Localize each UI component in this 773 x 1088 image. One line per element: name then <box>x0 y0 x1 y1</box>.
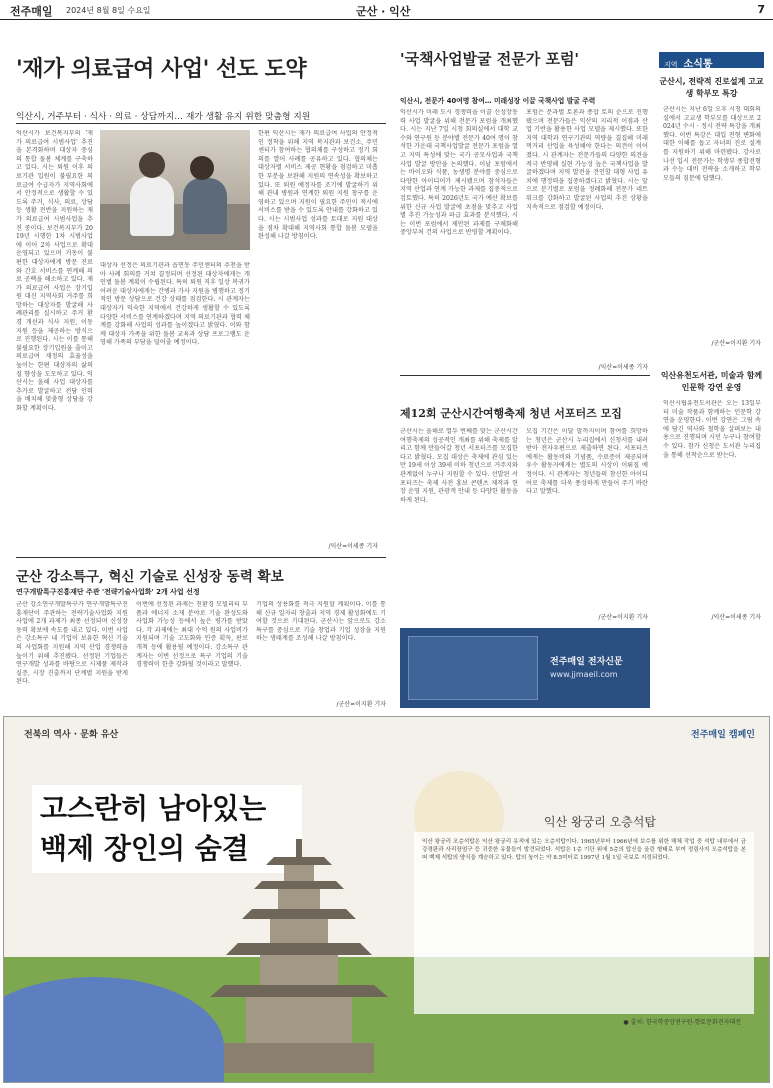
main-subheadline: 익산시, 거주부터 · 식사 · 의료 · 상담까지… 재가 생활 유지 위한 맞춤형 지원 <box>16 112 311 122</box>
brief1-title: 군산시, 전략적 진로설계 고교생 학부모 특강 <box>659 77 764 98</box>
kunsan-byline: /군산=이지환 기자 <box>336 701 386 708</box>
festival-col2: 모집 기간은 이달 말까지이며 참여를 희망하는 청년은 군산시 누리집에서 신청서를 내려받아 전자우편으로 제출하면 된다. 서포터즈에게는 활동비와 기념품, 수료증이 제공되며 우수 활동자에게는 별도의 시상이 이뤄질 예정이다. 시 관계자는 청년들의 참신한 아이디어로 축제를 더욱 풍성하게 만들어 주기 바란다고 말했다. <box>526 428 648 496</box>
pagoda-illustration <box>204 837 394 1073</box>
ad-source: ● 출처: 한국학중앙연구원-향토문화전자대전 <box>623 1019 741 1026</box>
divider <box>16 123 386 124</box>
kunsan-col1: 군산 강소연구개발특구가 연구개발특구진흥재단이 주관하는 전략기술사업화 지원사업에 2개 과제가 최종 선정되며 신성장 동력 확보에 속도를 내고 있다. 이번 사업은 강소특구 내 기업이 보유한 혁신 기술의 사업화를 지원해 지역 산업 경쟁력을 높이기 위해 추진됐다. 선정된 기업들은 연구개발 성과를 바탕으로 시제품 제작과 실증, 시장 진출까지 단계별 지원을 받게 된다. <box>16 601 128 686</box>
festival-byline: /군산=이지환 기자 <box>598 614 648 621</box>
divider <box>400 375 650 376</box>
sidebar-label-big: 소식통 <box>683 59 713 70</box>
kunsan-headline: 군산 강소특구, 혁신 기술로 신성장 동력 확보 <box>16 569 284 585</box>
kunsan-subheadline: 연구개발특구진흥재단 주관 '전략기술사업화' 2개 사업 선정 <box>16 588 200 596</box>
e-paper-thumbnail <box>408 636 538 700</box>
ad-body-panel <box>414 832 754 1014</box>
main-byline: /익산=이세종 기자 <box>328 543 378 550</box>
kunsan-col2: 이번에 선정된 과제는 친환경 모빌리티 부품과 에너지 소재 분야로 기술 완성도와 사업화 가능성 등에서 높은 평가를 받았다. 각 과제에는 최대 수억 원의 사업비가 지원되며 기술 고도화와 인증 획득, 판로 개척 등에 활용될 예정이다. 강소특구 관계자는 이번 선정으로 특구 기업의 기술 경쟁력이 한층 강화될 것이라고 말했다. <box>136 601 248 669</box>
divider <box>16 557 386 558</box>
section-name: 군산 · 익산 <box>356 5 411 18</box>
e-paper-banner[interactable] <box>400 628 650 708</box>
heritage-ad <box>3 716 770 1083</box>
forum-subheadline: 익산시, 전문가 40여명 참여… 미래성장 이끌 국책사업 발굴 주력 <box>400 97 596 105</box>
festival-col1: 군산시는 올해로 열두 번째를 맞는 군산시간여행축제의 성공적인 개최를 위해 축제를 알리고 함께 만들어갈 청년 서포터즈를 모집한다고 밝혔다. 모집 대상은 축제에 관심 있는 만 19세 이상 39세 이하 청년으로 거주지와 관계없이 누구나 지원할 수 있다. 선발된 서포터즈는 축제 사전 홍보 콘텐츠 제작과 현장 운영 지원, 관광객 안내 등 다양한 활동을 하게 된다. <box>400 428 518 504</box>
ad-headline-line2: 백제 장인의 숨결 <box>40 832 249 865</box>
ad-right-title: 익산 왕궁리 오층석탑 <box>544 815 656 829</box>
brief2-title: 익산유천도서관, 미술과 함께 인문학 강연 운영 <box>660 371 763 392</box>
festival-headline: 제12회 군산시간여행축제 청년 서포터즈 모집 <box>400 407 622 420</box>
brief2-text: 익산시립유천도서관은 오는 13일부터 미술 작품과 함께하는 인문학 강연을 운영한다. 이번 강연은 그림 속에 담긴 역사와 철학을 살펴보는 내용으로 진행되며 시민 누구나 참여할 수 있다. 참가 신청은 도서관 누리집을 통해 선착순으로 받는다. <box>663 400 761 459</box>
kunsan-col3: 기업의 상용화를 적극 지원할 계획이다. 이를 통해 신규 일자리 창출과 지역 경제 활성화에도 기여할 것으로 기대된다. 군산시는 앞으로도 강소특구를 중심으로 기술 창업과 기업 성장을 지원하는 생태계를 조성해 나갈 방침이다. <box>256 601 386 643</box>
main-article-col3: 한편 익산시는 재가 의료급여 사업의 안정적인 정착을 위해 지역 복지관과 보건소, 주민센터가 참여하는 협의체를 구성하고 정기 회의를 열어 사례를 공유하고 있다. 협의체는 대상자별 서비스 제공 현황을 점검하고 미흡한 부분을 보완해 지원의 연속성을 확보하고 있다. 또 퇴원 예정자를 조기에 발굴하기 위해 관내 병원과 연계한 퇴원 지원 창구를 운영하고 있으며 지원이 필요한 주민이 적시에 서비스를 받을 수 있도록 안내를 강화하고 있다. 시는 시범사업 성과를 토대로 지원 대상을 점차 확대해 지역사회 통합 돌봄 모델을 완성해 나갈 방침이다. <box>258 130 378 241</box>
paper-name: 전주매일 <box>10 5 53 18</box>
main-headline: '재가 의료급여 사업' 선도 도약 <box>16 56 307 82</box>
main-article-col2: 대상자 선정은 의료기관과 읍면동 주민센터의 추천을 받아 사례 회의를 거쳐 결정되며 선정된 대상자에게는 개인별 돌봄 계획이 수립된다. 특히 퇴원 직후 일상 복귀가 어려운 대상자에게는 간병과 가사 지원을 병행하고 정기적인 방문 상담으로 건강 상태를 점검한다. 시 관계자는 대상자가 익숙한 지역에서 건강하게 생활할 수 있도록 다양한 서비스를 연계하겠다며 지역 의료기관과 협력 체계를 강화해 사업의 성과를 높이겠다고 밝혔다. 이와 함께 대상자 가족을 위한 돌봄 교육과 상담 프로그램도 운영해 가족의 부담을 덜어줄 예정이다. <box>100 262 250 347</box>
ad-headline-line1: 고스란히 남아있는 <box>40 792 267 825</box>
forum-col2: 포럼은 분과별 토론과 종합 토의 순으로 진행됐으며 전문가들은 익산의 지리적 이점과 산업 기반을 활용한 사업 모델을 제시했다. 또한 지역 대학과 연구기관의 역량을 결집해 미래 먹거리 산업을 육성해야 한다는 의견이 이어졌다. 시 관계자는 전문가들의 다양한 의견을 적극 반영해 실현 가능성 높은 국책사업을 발굴하겠다며 지역 발전을 견인할 대형 사업 유치에 행정력을 집중하겠다고 밝혔다. 시는 앞으로 분기별로 포럼을 정례화해 전문가 네트워크를 강화하고 발굴된 사업의 추진 상황을 지속적으로 점검할 예정이다. <box>526 109 648 211</box>
article-photo <box>100 130 250 250</box>
main-article-col1: 익산시가 보건복지부의 '재가 의료급여 시범사업' 추진을 본격화하며 대상자 중심의 통합 돌봄 체계를 구축하고 있다. 시는 퇴원 이후 의료기관 입원이 불필요한 의료급여 수급자가 지역사회에서 안정적으로 생활할 수 있도록 주거, 식사, 의료, 상담 등 생활 전반을 지원하는 재가 의료급여 시범사업을 추진 중이다. 보건복지부가 2019년 시행한 1차 시범사업에 이어 2차 사업으로 확대 운영되고 있으며 거동이 불편한 대상자에게 방문 진료와 간호 서비스를 연계해 의료 공백을 해소하고 있다. 재가 의료급여 사업은 장기입원 대신 지역사회 거주를 희망하는 대상자를 발굴해 사례관리를 실시하고 주거 환경 개선과 식사 지원, 이동 지원 등을 제공하는 방식으로 진행된다. 시는 이를 통해 불필요한 장기입원을 줄이고 의료급여 재정의 효율성을 높이는 한편 대상자의 삶의 질 향상을 도모하고 있다. 익산시는 올해 사업 대상자를 추가로 발굴하고 전담 인력을 배치해 맞춤형 상담을 강화할 계획이다. <box>16 130 93 412</box>
brief2-byline: /익산=이세종 기자 <box>711 614 761 621</box>
page-number: 7 <box>757 3 765 16</box>
sidebar-label <box>659 52 764 68</box>
forum-byline: /익산=이세종 기자 <box>598 364 648 371</box>
issue-date: 2024년 8월 8일 수요일 <box>66 6 151 15</box>
ad-body-text: 익산 왕궁리 오층석탑은 익산 왕궁리 유적에 있는 오층석탑이다. 1965년부터 1966년에 보수를 위한 해체 작업 중 석탑 내부에서 금강경판과 사리장엄구 등 귀중한 유물들이 발견되었다. 석탑은 1층 기단 위에 5층의 탑신을 올린 형태로 부여 정림사지 오층석탑을 본떠 백제 석탑의 양식을 계승하고 있다. 탑의 높이는 약 8.5미터로 1997년 1월 1일 국보로 지정되었다. <box>422 839 746 862</box>
forum-headline: '국책사업발굴 전문가 포럼' <box>400 50 580 68</box>
brief1-text: 군산시는 지난 6일 오후 시청 대회의실에서 고교생 학부모를 대상으로 2024년 수시 · 정시 전략 특강을 개최했다. 이번 특강은 대입 전형 변화에 대한 이해를 돕고 자녀의 진로 설계를 지원하기 위해 마련됐다. 강사로 나선 입시 전문가는 학생부 종합전형과 수능 대비 전략을 소개하고 학부모들의 질문에 답했다. <box>663 106 761 182</box>
sidebar-label-small: 지역 <box>664 61 678 69</box>
e-paper-name: 전주매일 전자신문 <box>550 657 623 667</box>
ad-tag-right: 전주매일 캠페인 <box>691 730 755 740</box>
brief1-byline: /군산=이지환 기자 <box>711 340 761 347</box>
e-paper-url[interactable]: www.jjmaeil.com <box>550 670 618 679</box>
page-header <box>0 0 773 20</box>
forum-col1: 익산시가 미래 도시 경쟁력을 이끌 신성장동력 사업 발굴을 위해 전문가 포럼을 개최했다. 시는 지난 7일 시청 회의실에서 대학 교수와 연구원 등 분야별 전문가 40여 명이 참석한 가운데 국책사업발굴 전문가 포럼을 열고 지역 특성에 맞는 국가 공모사업과 국책사업 발굴 방안을 논의했다. 이날 포럼에서는 바이오와 식품, 농생명 분야를 중심으로 다양한 아이디어가 제시됐으며 참석자들은 지역 산업과 연계 가능한 과제를 집중적으로 검토했다. 특히 2026년도 국가 예산 확보를 위한 신규 사업 발굴에 초점을 맞추고 사업별 추진 가능성과 파급 효과를 분석했다. 시는 이번 포럼에서 제안된 과제를 구체화해 중앙부처 건의 사업으로 반영할 계획이다. <box>400 109 518 237</box>
ad-tag-left: 전북의 역사 · 문화 유산 <box>24 730 119 740</box>
